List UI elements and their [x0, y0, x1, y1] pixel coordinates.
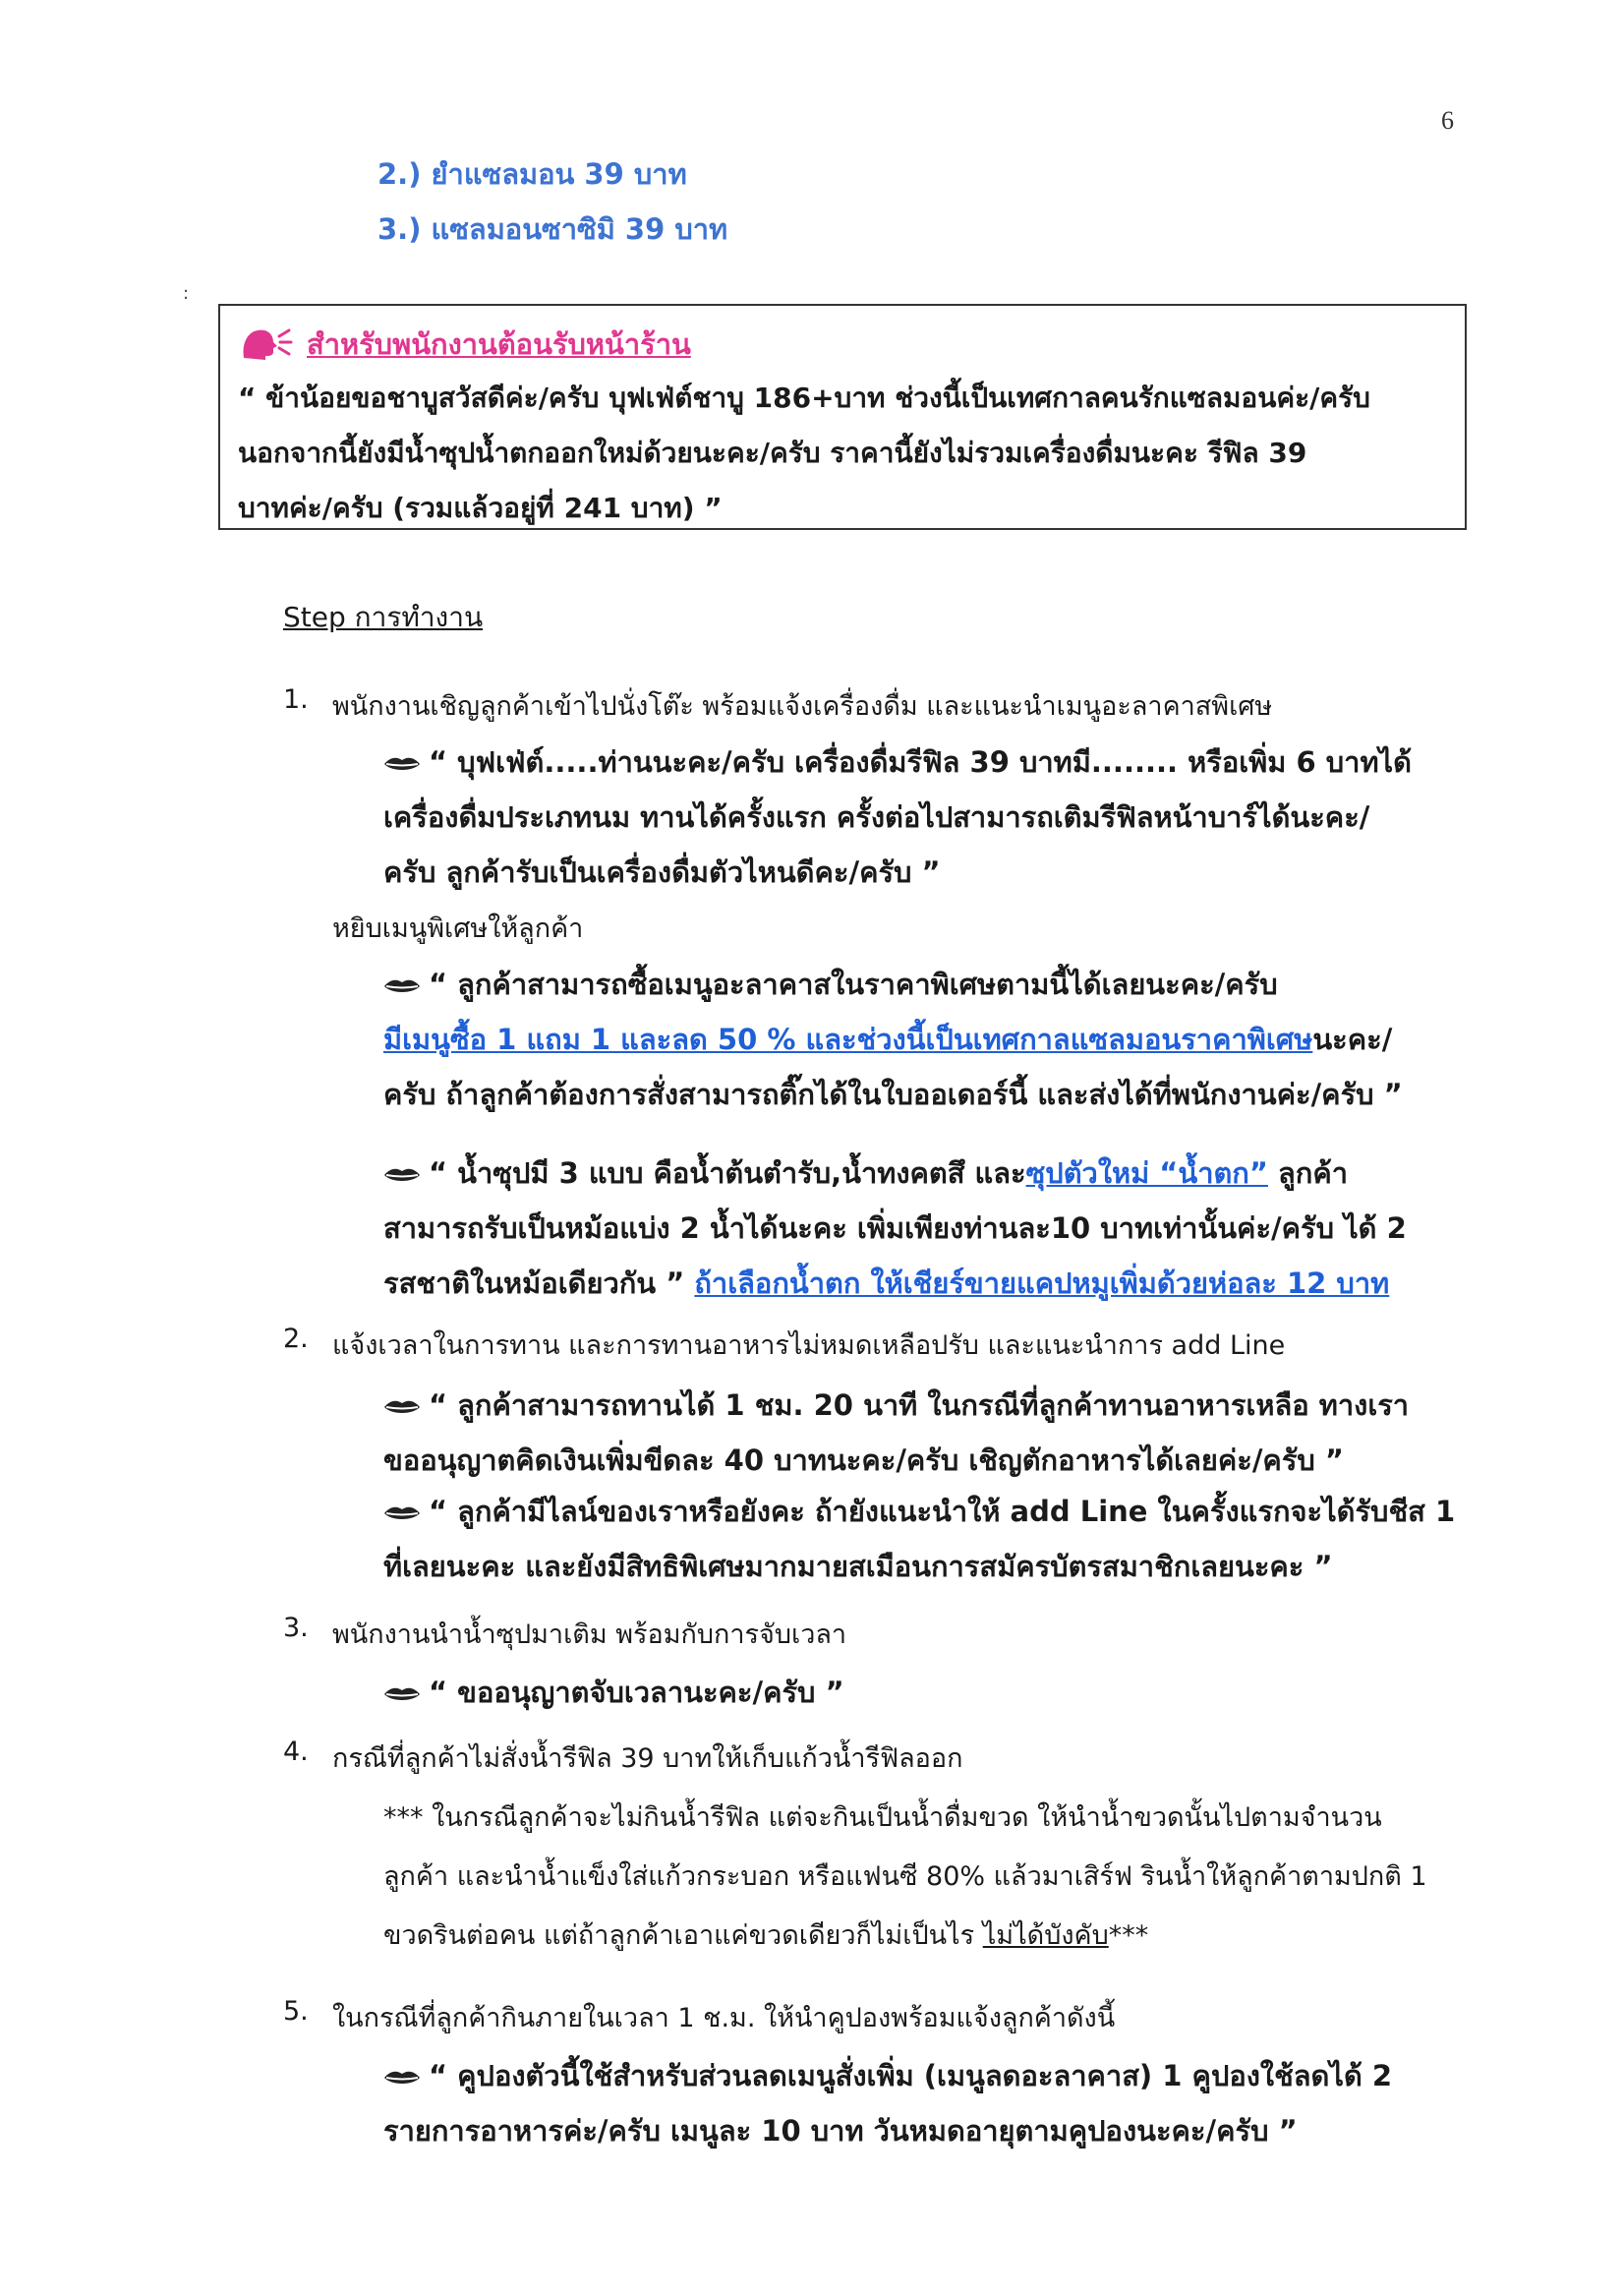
quote-line: ที่เลยนะคะ และยังมีสิทธิพิเศษมากมายสเมือนการสมัครบัตรสมาชิกเลยนะคะ ” [383, 1550, 1333, 1583]
quote-line: “ คูปองตัวนี้ใช้สำหรับส่วนลดเมนูสั่งเพิ่ม (เมนูลดอะลาคาส) 1 คูปองใช้ลดได้ 2 [429, 2059, 1393, 2092]
script-quote [383, 1489, 1455, 1534]
box-line: บาทค่ะ/ครับ (รวมแล้วอยู่ที่ 241 บาท) ” [238, 492, 723, 524]
box-line: “ ข้าน้อยขอชาบูสวัสดีค่ะ/ครับ บุฟเฟ่ต์ชาบู 186+บาท ช่วงนี้เป็นเทศกาลคนรักแซลมอนค่ะ/ครับ [238, 382, 1370, 414]
lips-icon [383, 977, 421, 995]
highlight-link-text: ถ้าเลือกน้ำตก ให้เชียร์ขายแคปหมูเพิ่มด้วยห่อละ 12 บาท [694, 1266, 1390, 1300]
quote-line: รายการอาหารค่ะ/ครับ เมนูละ 10 บาท วันหมดอายุตามคูปองนะคะ/ครับ ” [383, 2114, 1298, 2148]
box-line: นอกจากนี้ยังมีน้ำซุปน้ำตกออกใหม่ด้วยนะคะ/ครับ ราคานี้ยังไม่รวมเครื่องดื่มนะคะ รีฟิล 39 [238, 437, 1307, 469]
script-quote [383, 1670, 844, 1715]
quote-line [383, 1017, 1392, 1062]
quote-text: นะคะ/ [1312, 1023, 1393, 1056]
step-number: 4. [283, 1737, 309, 1767]
highlight-link-text: ซุปตัวใหม่ “น้ำตก” [1025, 1156, 1268, 1190]
box-title: สำหรับพนักงานต้อนรับหน้าร้าน [307, 327, 691, 361]
lips-icon [383, 1398, 421, 1416]
menu-item: 3.) แซลมอนซาซิมิ 39 บาท [377, 212, 728, 246]
step-number: 2. [283, 1324, 309, 1354]
lips-icon [383, 1166, 421, 1184]
script-quote [383, 739, 1412, 785]
quote-line: “ ลูกค้าสามารถทานได้ 1 ชม. 20 นาที ในกรณีที่ลูกค้าทานอาหารเหลือ ทางเรา [429, 1388, 1410, 1422]
steps-heading: Step การทำงาน [283, 601, 484, 633]
step-text: กรณีที่ลูกค้าไม่สั่งน้ำรีฟิล 39 บาทให้เก็บแก้วน้ำรีฟิลออก [332, 1743, 963, 1774]
quote-text: ลูกค้า [1267, 1156, 1349, 1190]
note-text: ขวดรินต่อคน แต่ถ้าลูกค้าเอาแค่ขวดเดียวก็ไม่เป็นไร [383, 1920, 983, 1951]
quote-line: ครับ ลูกค้ารับเป็นเครื่องดื่มตัวไหนดีคะ/ครับ ” [383, 855, 941, 889]
note-line [383, 1913, 1148, 1956]
quote-line: ขออนุญาตคิดเงินเพิ่มขีดละ 40 บาทนะคะ/ครับ เชิญตักอาหารได้เลยค่ะ/ครับ ” [383, 1443, 1344, 1477]
quote-line: สามารถรับเป็นหม้อแบ่ง 2 น้ำได้นะคะ เพิ่มเพียงท่านละ10 บาทเท่านั้นค่ะ/ครับ ได้ 2 [383, 1211, 1407, 1245]
box-heading [238, 322, 691, 367]
quote-line [383, 1261, 1389, 1306]
quote-line: “ บุฟเฟ่ต์.....ท่านนะคะ/ครับ เครื่องดื่มรีฟิล 39 บาทมี........ หรือเพิ่ม 6 บาทได้ [429, 745, 1412, 779]
script-quote [383, 2053, 1392, 2098]
speaking-head-icon [238, 324, 293, 364]
step-text: แจ้งเวลาในการทาน และการทานอาหารไม่หมดเหลือปรับ และแนะนำการ add Line [332, 1330, 1286, 1361]
note-text: *** [1108, 1920, 1149, 1951]
quote-line: “ ขออนุญาตจับเวลานะคะ/ครับ ” [429, 1676, 844, 1709]
script-quote [383, 1383, 1409, 1428]
step-text: ในกรณีที่ลูกค้ากินภายในเวลา 1 ช.ม. ให้นำคูปองพร้อมแจ้งลูกค้าดังนี้ [332, 2003, 1116, 2033]
sub-instruction: หยิบเมนูพิเศษให้ลูกค้า [332, 913, 584, 944]
step-number: 3. [283, 1613, 309, 1643]
note-line: *** ในกรณีลูกค้าจะไม่กินน้ำรีฟิล แต่จะกินเป็นน้ำดื่มขวด ให้นำน้ำขวดนั้นไปตามจำนวน [383, 1802, 1382, 1833]
highlight-link-text: มีเมนูซื้อ 1 แถม 1 และลด 50 % และช่วงนี้เป็นเทศกาลแซลมอนราคาพิเศษ [383, 1023, 1313, 1056]
lips-icon [383, 1685, 421, 1703]
menu-item: 2.) ยำแซลมอน 39 บาท [377, 157, 687, 191]
quote-line: เครื่องดื่มประเภทนม ทานได้ครั้งแรก ครั้งต่อไปสามารถเติมรีฟิลหน้าบาร์ได้นะคะ/ [383, 800, 1370, 834]
step-number: 5. [283, 1996, 309, 2027]
note-line: ลูกค้า และนำน้ำแข็งใส่แก้วกระบอก หรือแฟนซี 80% แล้วมาเสิร์ฟ รินน้ำให้ลูกค้าตามปกติ 1 [383, 1861, 1427, 1892]
quote-line: ครับ ถ้าลูกค้าต้องการสั่งสามารถติ๊กได้ในใบออเดอร์นี้ และส่งได้ที่พนักงานค่ะ/ครับ ” [383, 1078, 1403, 1111]
script-quote [383, 962, 1278, 1007]
quote-text: “ น้ำซุปมี 3 แบบ คือน้ำต้นตำรับ,น้ำทงคตสึ และ [429, 1156, 1026, 1190]
step-text: พนักงานเชิญลูกค้าเข้าไปนั่งโต๊ะ พร้อมแจ้งเครื่องดื่ม และแนะนำเมนูอะลาคาสพิเศษ [332, 691, 1273, 722]
lips-icon [383, 1504, 421, 1522]
stray-mark: : [183, 283, 190, 304]
step-number: 1. [283, 684, 309, 715]
lips-icon [383, 755, 421, 773]
front-staff-script-box [218, 304, 1467, 530]
lips-icon [383, 2069, 421, 2087]
script-quote [383, 1150, 1348, 1196]
quote-line: “ ลูกค้ามีไลน์ของเราหรือยังคะ ถ้ายังแนะนำให้ add Line ในครั้งแรกจะได้รับชีส 1 [429, 1495, 1456, 1528]
quote-text: รสชาติในหม้อเดียวกัน ” [383, 1266, 695, 1300]
underlined-text: ไม่ได้บังคับ [982, 1920, 1109, 1951]
page-number: 6 [1441, 106, 1454, 135]
step-text: พนักงานนำน้ำซุปมาเติม พร้อมกับการจับเวลา [332, 1619, 847, 1650]
quote-line: “ ลูกค้าสามารถซื้อเมนูอะลาคาสในราคาพิเศษตามนี้ได้เลยนะคะ/ครับ [429, 968, 1278, 1001]
